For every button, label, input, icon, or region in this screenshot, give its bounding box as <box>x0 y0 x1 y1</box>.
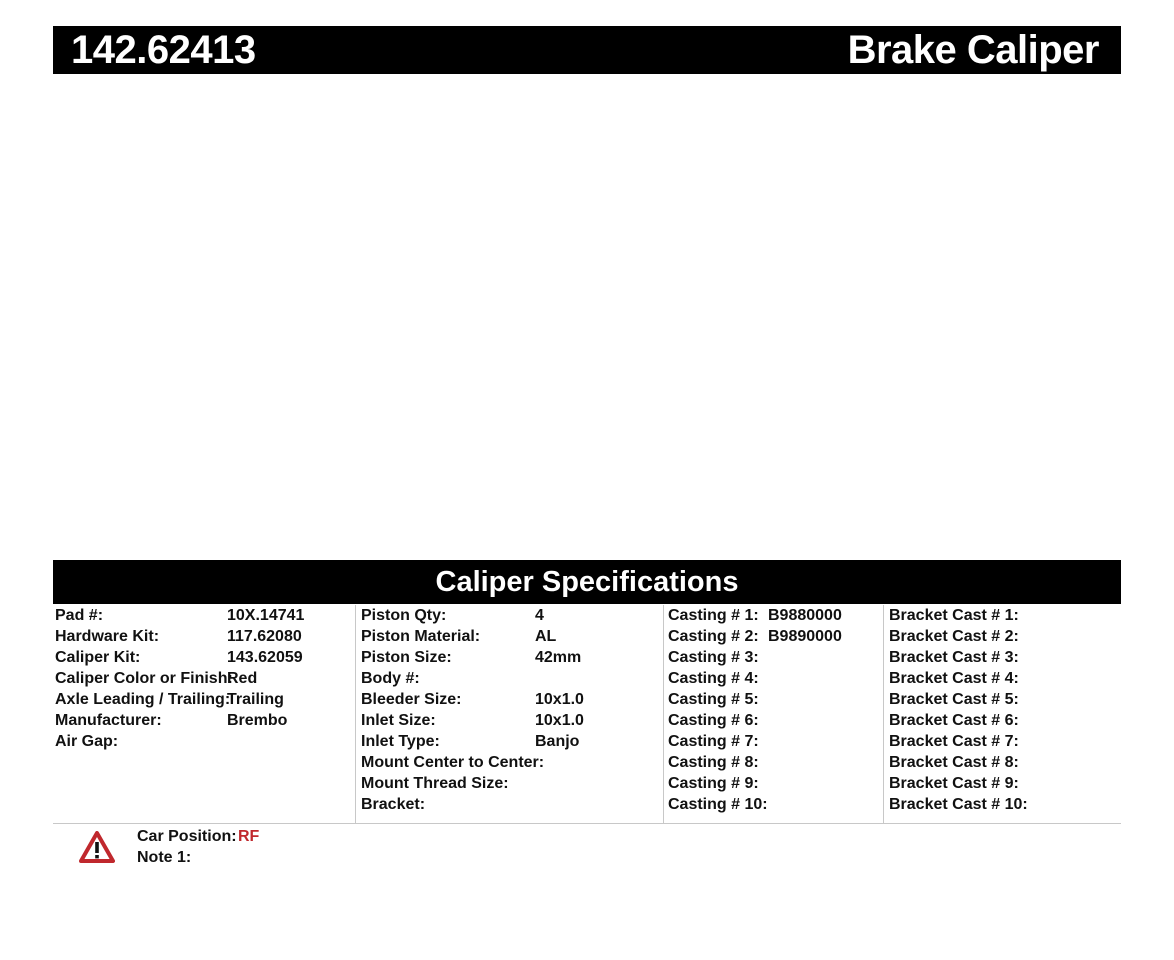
spec-label: Inlet Size: <box>361 712 436 729</box>
spec-label: Bracket Cast # 4: <box>889 670 1019 687</box>
spec-label: Mount Center to Center: <box>361 754 545 771</box>
spec-value: Trailing <box>227 691 284 708</box>
product-image-area <box>53 80 1121 550</box>
spec-value: 117.62080 <box>227 628 302 645</box>
product-type: Brake Caliper <box>847 27 1099 72</box>
spec-label: Casting # 3: <box>668 649 759 666</box>
spec-label: Casting # 10: <box>668 796 768 813</box>
spec-label: Bracket Cast # 7: <box>889 733 1019 750</box>
spec-value: 10x1.0 <box>535 691 584 708</box>
spec-value: B9890000 <box>768 628 842 645</box>
spec-row <box>664 626 884 647</box>
spec-row <box>53 689 355 710</box>
spec-row <box>356 668 664 689</box>
spec-label: Casting # 6: <box>668 712 759 729</box>
spec-row <box>664 794 884 815</box>
spec-row <box>356 689 664 710</box>
spec-row <box>884 626 1122 647</box>
spec-label: Caliper Color or Finish: <box>55 670 233 687</box>
spec-label: Bracket Cast # 2: <box>889 628 1019 645</box>
spec-row <box>53 731 355 752</box>
spec-row <box>53 626 355 647</box>
spec-row <box>356 773 664 794</box>
spec-table <box>53 605 1121 823</box>
car-position-label: Car Position: <box>137 828 237 845</box>
spec-value: Banjo <box>535 733 580 750</box>
spec-label: Casting # 5: <box>668 691 759 708</box>
spec-label: Casting # 8: <box>668 754 759 771</box>
spec-row <box>884 731 1122 752</box>
spec-value: 10X.14741 <box>227 607 305 624</box>
spec-row <box>53 668 355 689</box>
note1-row <box>137 847 191 868</box>
spec-row <box>356 647 664 668</box>
spec-label: Casting # 2: <box>668 628 759 645</box>
spec-value: 143.62059 <box>227 649 303 666</box>
spec-label: Piston Material: <box>361 628 481 645</box>
spec-row <box>664 689 884 710</box>
spec-value: B9880000 <box>768 607 842 624</box>
spec-label: Mount Thread Size: <box>361 775 509 792</box>
spec-row <box>53 647 355 668</box>
spec-row <box>356 710 664 731</box>
spec-label: Air Gap: <box>55 733 119 750</box>
spec-row <box>53 710 355 731</box>
spec-row <box>356 626 664 647</box>
spec-label: Inlet Type: <box>361 733 440 750</box>
spec-row <box>884 752 1122 773</box>
spec-column-casting <box>663 605 884 823</box>
part-number: 142.62413 <box>71 27 256 72</box>
spec-value: 42mm <box>535 649 582 666</box>
spec-row <box>884 794 1122 815</box>
spec-row <box>664 752 884 773</box>
spec-row <box>356 752 664 773</box>
spec-value: AL <box>535 628 557 645</box>
spec-value: Brembo <box>227 712 288 729</box>
spec-value: 10x1.0 <box>535 712 584 729</box>
car-position-row <box>137 826 260 847</box>
spec-row <box>356 794 664 815</box>
spec-label: Bleeder Size: <box>361 691 462 708</box>
spec-value: Red <box>227 670 258 687</box>
spec-label: Bracket Cast # 8: <box>889 754 1019 771</box>
spec-label: Caliper Kit: <box>55 649 141 666</box>
spec-row <box>884 647 1122 668</box>
spec-label: Casting # 7: <box>668 733 759 750</box>
title-bar <box>53 26 1121 74</box>
warning-triangle-icon <box>79 831 115 863</box>
spec-row <box>664 668 884 689</box>
spec-label: Bracket Cast # 5: <box>889 691 1019 708</box>
spec-label: Manufacturer: <box>55 712 162 729</box>
spec-label: Bracket Cast # 1: <box>889 607 1019 624</box>
spec-row <box>664 731 884 752</box>
car-position-value: RF <box>238 828 260 845</box>
spec-label: Hardware Kit: <box>55 628 160 645</box>
spec-value: 4 <box>535 607 544 624</box>
spec-row <box>664 605 884 626</box>
spec-label: Casting # 9: <box>668 775 759 792</box>
spec-label: Body #: <box>361 670 420 687</box>
spec-row <box>356 605 664 626</box>
spec-row <box>884 710 1122 731</box>
spec-row <box>664 773 884 794</box>
spec-label: Bracket Cast # 10: <box>889 796 1028 813</box>
spec-row <box>356 731 664 752</box>
spec-label: Pad #: <box>55 607 104 624</box>
note1-label: Note 1: <box>137 849 192 866</box>
spec-row <box>53 605 355 626</box>
spec-row <box>664 647 884 668</box>
spec-label: Bracket Cast # 6: <box>889 712 1019 729</box>
spec-label: Axle Leading / Trailing: <box>55 691 231 708</box>
spec-label: Casting # 1: <box>668 607 759 624</box>
spec-row <box>884 605 1122 626</box>
spec-label: Bracket Cast # 3: <box>889 649 1019 666</box>
spec-label: Casting # 4: <box>668 670 759 687</box>
spec-label: Bracket: <box>361 796 426 813</box>
spec-column-bracket-cast <box>883 605 1122 823</box>
spec-label: Piston Qty: <box>361 607 447 624</box>
spec-row <box>884 668 1122 689</box>
spec-row <box>664 710 884 731</box>
note-area <box>53 824 1121 884</box>
spec-column-general <box>53 605 355 823</box>
spec-row <box>884 689 1122 710</box>
spec-column-piston <box>355 605 664 823</box>
specs-title: Caliper Specifications <box>53 560 1121 604</box>
spec-row <box>884 773 1122 794</box>
spec-label: Bracket Cast # 9: <box>889 775 1019 792</box>
spec-label: Piston Size: <box>361 649 452 666</box>
